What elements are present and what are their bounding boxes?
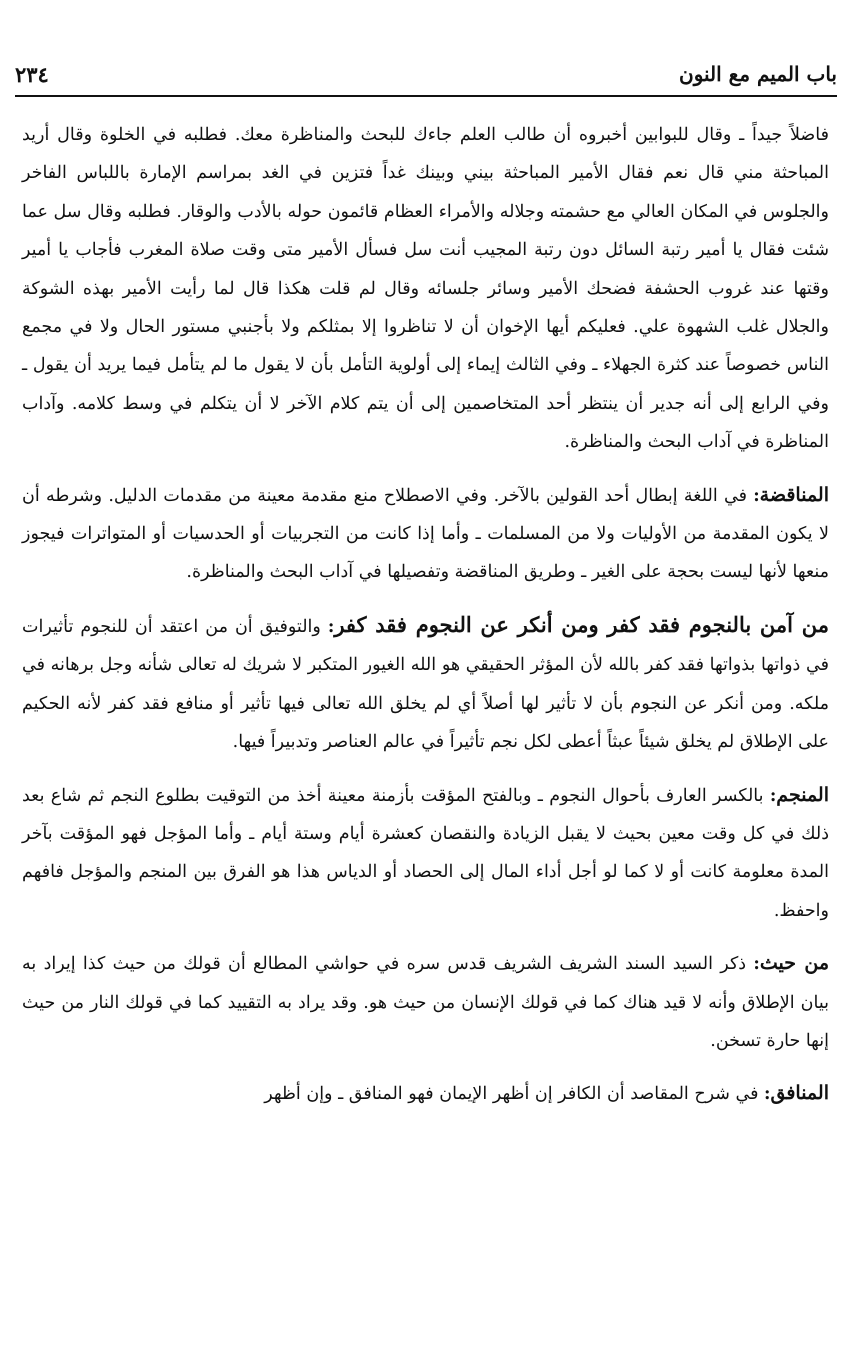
page-header: [15, 52, 837, 96]
entry-min-haythu: [22, 944, 829, 1060]
entry-munajjam: [22, 776, 829, 931]
intro-paragraph: فاضلاً جيداً ـ وقال للبوابين أخبروه أن طالب العلم جاءك للبحث والمناظرة معك. فطلبه في الخلوة وقال أريد المباحثة مني قال نعم فقال الأمير المباحثة بيني وبينك غداً فتزين في الغد بمراسم الإمارة باللباس الفاخر والجلوس في المكان العالي مع حشمته وجلاله والأمراء العظام قائمون حوله بالأدب والوقار. فطلبه وقال سل عما شئت فقال يا أمير رتبة السائل دون رتبة المجيب أنت سل فسأل الأمير متى وقت صلاة المغرب فأجاب يا أمير وقتها عند غروب الحشفة فضحك الأمير وسائر جلسائه وقال لم قلت هكذا قال لما رأيت الأمير بهذه الشوكة والجلال غلب الشهوة علي. فعليكم أيها الإخوان أن لا تناظروا إلا بمثلكم ولا بأجنبي مستور الحال ولا في مجمع الناس خصوصاً عند كثرة الجهلاء ـ وفي الثالث إيماء إلى أولوية التأمل بأن لا يقول ما لم يتأمل فيما يريد أن يقول ـ وفي الرابع إلى أنه جدير أن ينتظر أحد المتخاصمين إلى أن يتم كلام الآخر لا أن يتكلم في وسط كلامه. وآداب المناظرة في آداب البحث والمناظرة.: [22, 125, 829, 453]
entry-text: بالكسر العارف بأحوال النجوم ـ وبالفتح المؤقت بأزمنة معينة أخذ من التوقيت بطلوع النجم ثم شاع بعد ذلك في كل وقت معين بحيث لا يقبل الزيادة والنقصان كعشرة أيام وستة أيام ـ وأما المؤجل فهو المؤقت بآخر المدة معلومة كانت أو لا كما لو أجل أداء المال إلى الحصاد أو الدياس هذا هو الفرق بين المنجم والمؤجل فافهم واحفظ.: [22, 785, 829, 921]
chapter-title: باب الميم مع النون: [679, 62, 837, 86]
entry-term: المنافق: [770, 1082, 829, 1105]
entry-separator: :: [764, 1084, 771, 1105]
entry-text: ذكر السيد السند الشريف الشريف قدس سره في حواشي المطالع أن قولك من حيث كذا إيراد به بيان الإطلاق وأنه لا قيد هناك كما في قولك الإنسان من حيث هو. وقد يراد به التقييد كما في قولك النار من حيث إنها حارة تسخن.: [22, 954, 829, 1051]
entry-nujum: [22, 606, 829, 762]
header-divider: [15, 95, 837, 97]
entry-text: والتوفيق أن من اعتقد أن للنجوم تأثيرات في ذواتها بذواتها فقد كفر بالله لأن المؤثر الحقيقي هو الله الغيور المتكبر لا شريك له تعالى شأنه وجل برهانه في ملكه. ومن أنكر عن النجوم بأن لا تأثير لها أصلاً أي لم يخلق الله تعالى فيها تأثير أو منافع فقد كفر لأنه الحكيم على الإطلاق لم يخلق شيئاً عبثاً أعطى لكل نجم تأثيراً في عالم العناصر وتدبيراً فيها.: [22, 616, 829, 753]
entry-term: من آمن بالنجوم فقد كفر ومن أنكر عن النجوم فقد كفر: [334, 611, 829, 637]
page-number: ٢٣٤: [15, 61, 49, 87]
entry-term: من حيث: [759, 952, 830, 975]
entry-term: المنجم: [776, 783, 829, 806]
entry-text: في شرح المقاصد أن الكافر إن أظهر الإيمان فهو المنافق ـ وإن أظهر: [264, 1084, 765, 1105]
entry-text: في اللغة إبطال أحد القولين بالآخر. وفي الاصطلاح منع مقدمة معينة من مقدمات الدليل. وشرطه أن لا يكون المقدمة من الأوليات ولا من المسلمات ـ وأما إذا كانت من التجربيات أو الحدسيات أو المتواترات فيجوز منعها لأنها ليست بحجة على الغير ـ وطريق المناقضة وتفصيلها في آداب البحث والمناظرة.: [22, 485, 829, 583]
page-body: [22, 116, 829, 1114]
entry-munaqada: [22, 476, 829, 592]
entry-separator: :: [753, 954, 760, 975]
entry-separator: :: [769, 785, 777, 806]
entry-munafiq: [22, 1074, 829, 1113]
entry-separator: :: [753, 485, 760, 506]
entry-separator: :: [327, 616, 335, 637]
entry-term: المناقضة: [759, 483, 829, 506]
